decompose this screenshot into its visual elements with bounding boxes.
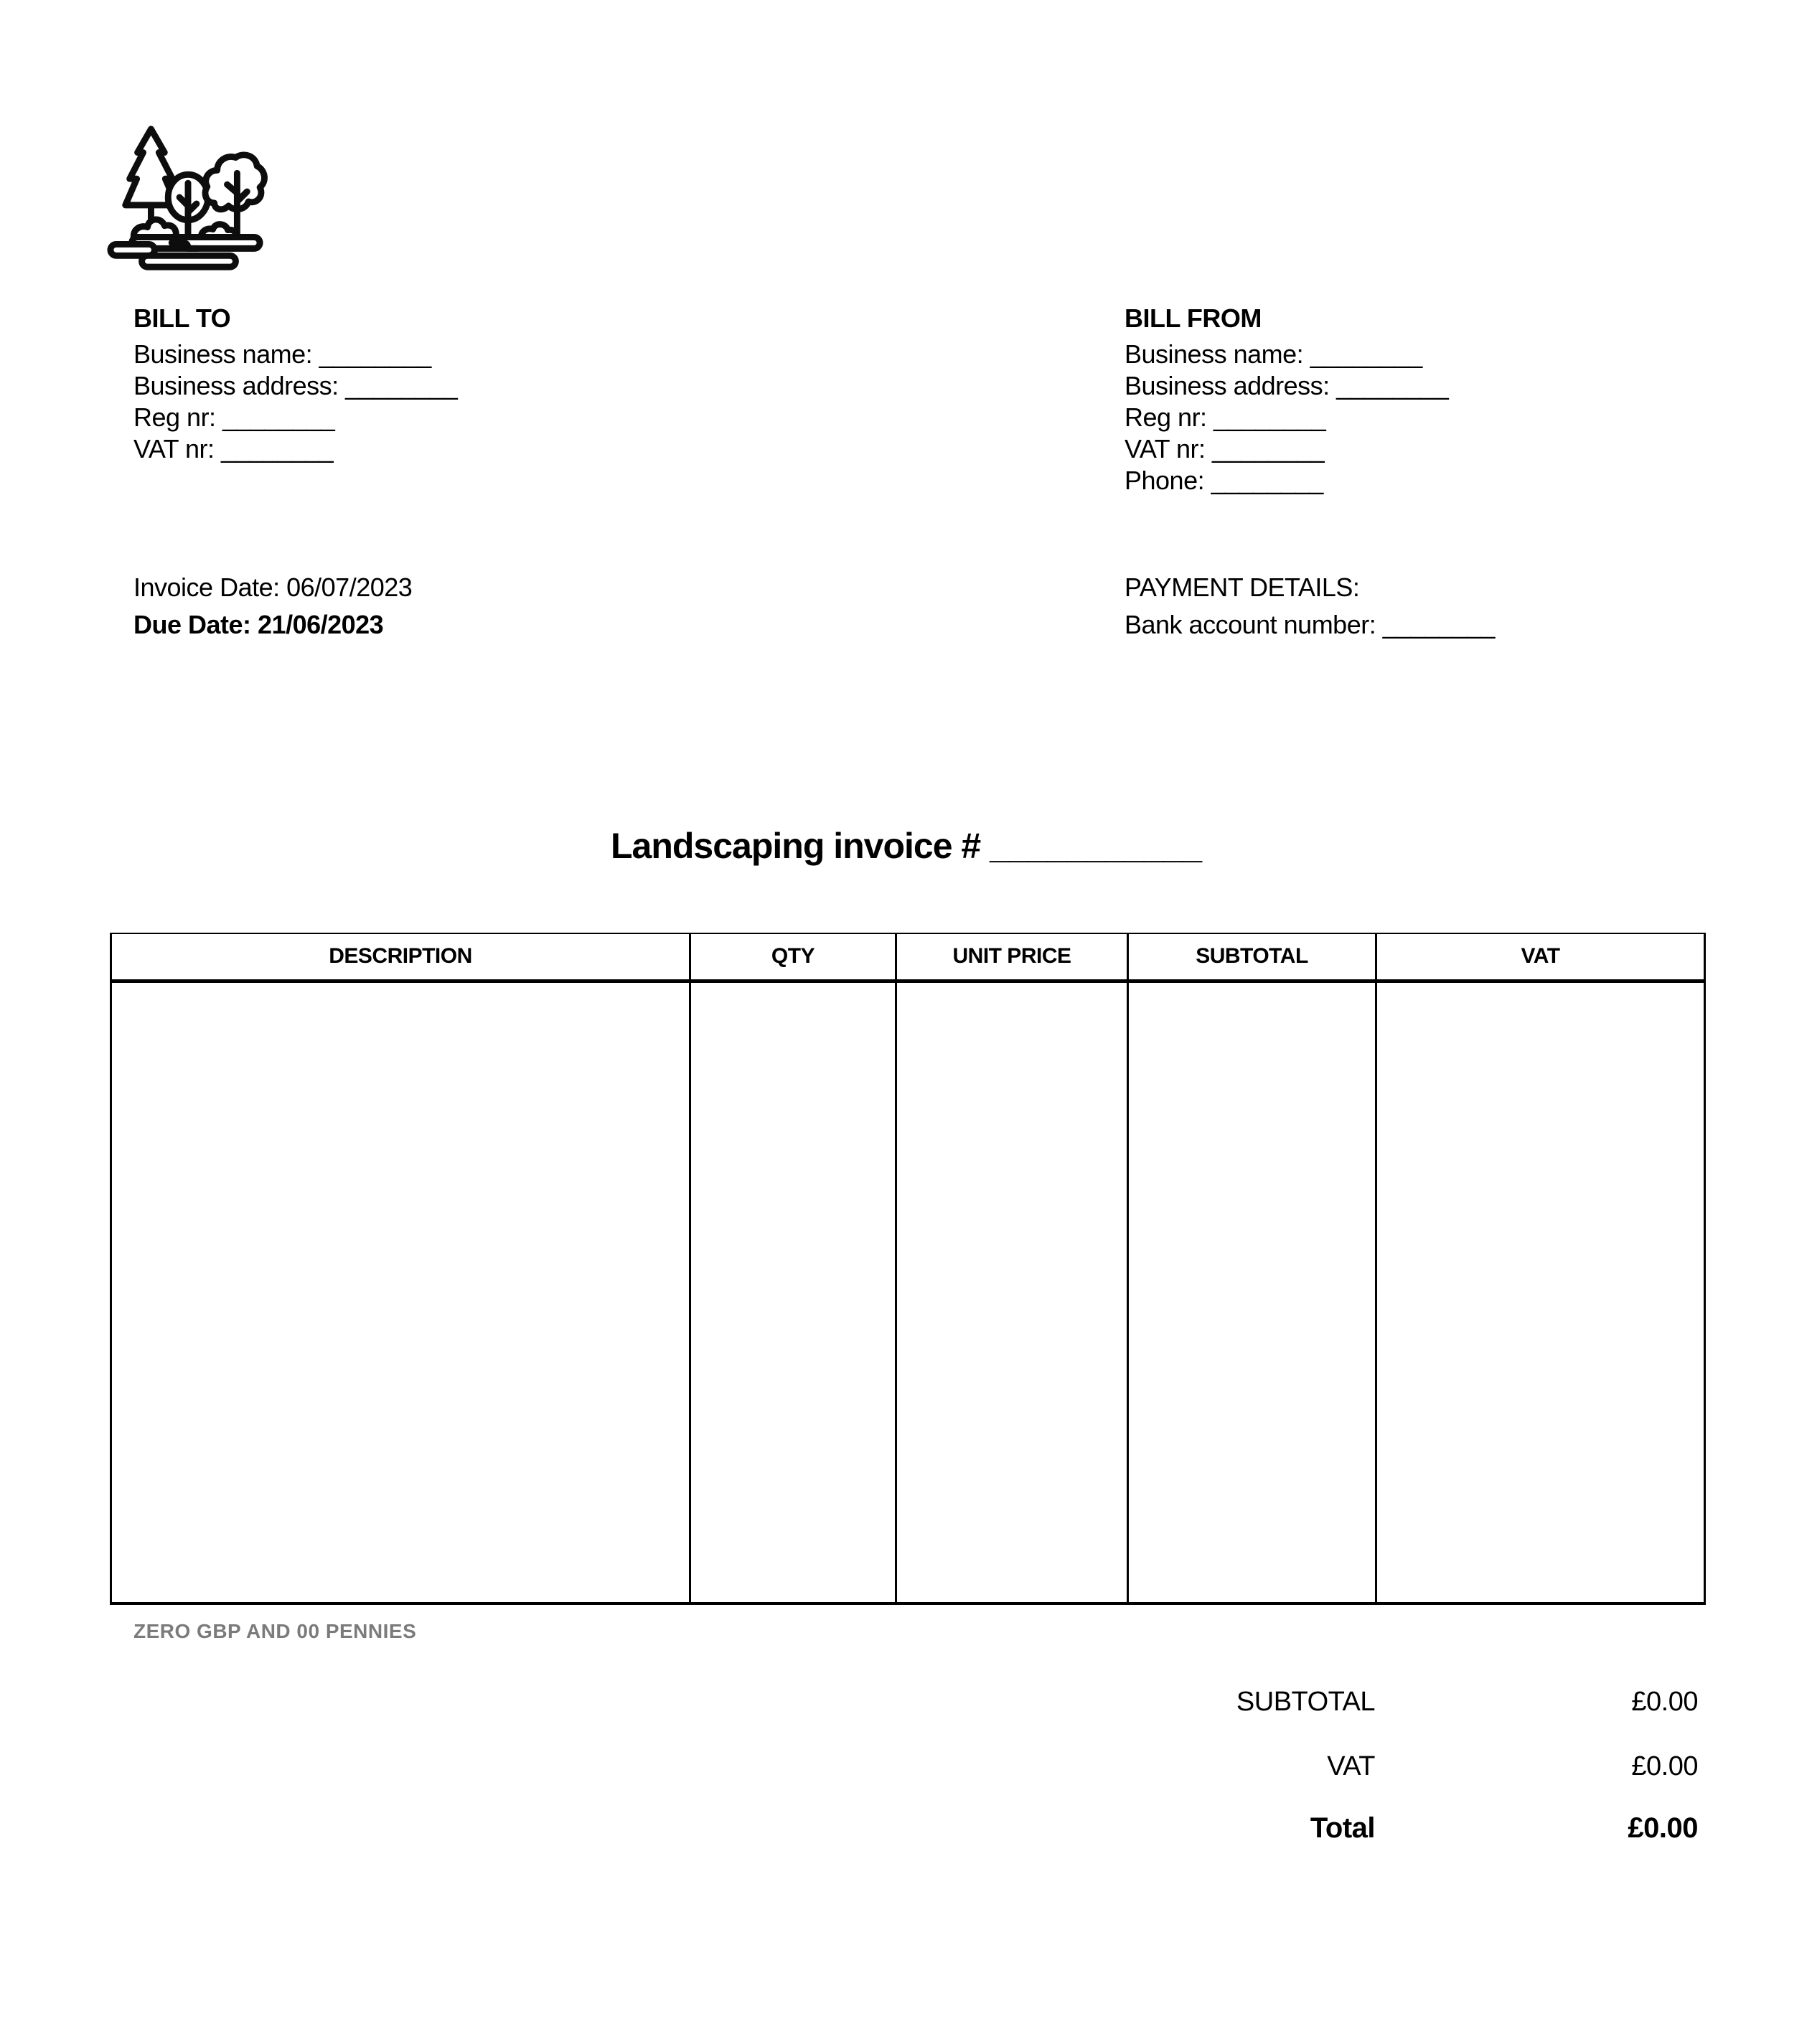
bill-to-business-name: Business name: ________ [133, 339, 431, 369]
trees-landscape-icon [106, 118, 270, 275]
cell-unit-price [896, 981, 1128, 1603]
table-empty-row [111, 981, 1705, 1603]
totals-total-row [861, 1811, 1812, 1845]
amount-in-words: ZERO GBP AND 00 PENNIES [133, 1620, 417, 1642]
bill-from-section [1125, 301, 1569, 496]
table-header-row [111, 933, 1705, 981]
subtotal-label: SUBTOTAL [1236, 1687, 1375, 1717]
bill-from-heading: BILL FROM [1125, 303, 1262, 333]
invoice-dates-section [133, 571, 412, 641]
bill-from-phone: Phone: ________ [1125, 466, 1323, 495]
payment-details-section [1125, 571, 1495, 641]
total-value: £0.00 [1628, 1812, 1698, 1844]
totals-vat-row [861, 1749, 1812, 1784]
bank-account-number: Bank account number: ________ [1125, 610, 1495, 639]
landscaping-logo [106, 118, 270, 275]
due-date: Due Date: 21/06/2023 [133, 610, 384, 639]
bill-to-business-address: Business address: ________ [133, 371, 458, 400]
column-header-description: DESCRIPTION [111, 933, 690, 981]
column-header-vat: VAT [1376, 933, 1705, 981]
bill-from-business-name: Business name: ________ [1125, 339, 1422, 369]
payment-details-heading: PAYMENT DETAILS: [1125, 573, 1360, 602]
total-label: Total [1310, 1812, 1375, 1844]
vat-value: £0.00 [1631, 1751, 1698, 1781]
column-header-qty: QTY [690, 933, 896, 981]
line-items-table [110, 933, 1706, 1605]
invoice-date: Invoice Date: 06/07/2023 [133, 573, 413, 602]
bill-from-business-address: Business address: ________ [1125, 371, 1449, 400]
cell-subtotal [1128, 981, 1376, 1603]
column-header-unit-price: UNIT PRICE [896, 933, 1128, 981]
bill-to-section [133, 301, 578, 465]
cell-qty [690, 981, 896, 1603]
bill-from-vat-nr: VAT nr: ________ [1125, 434, 1325, 463]
totals-subtotal-row [861, 1685, 1812, 1719]
bill-to-reg-nr: Reg nr: ________ [133, 402, 335, 432]
subtotal-value: £0.00 [1631, 1687, 1698, 1717]
vat-label: VAT [1327, 1751, 1375, 1781]
bill-to-vat-nr: VAT nr: ________ [133, 434, 334, 463]
column-header-subtotal: SUBTOTAL [1128, 933, 1376, 981]
cell-description [111, 981, 690, 1603]
cell-vat [1376, 981, 1705, 1603]
bill-to-heading: BILL TO [133, 303, 231, 333]
invoice-title: Landscaping invoice # ___________ [610, 826, 1202, 866]
bill-from-reg-nr: Reg nr: ________ [1125, 402, 1326, 432]
